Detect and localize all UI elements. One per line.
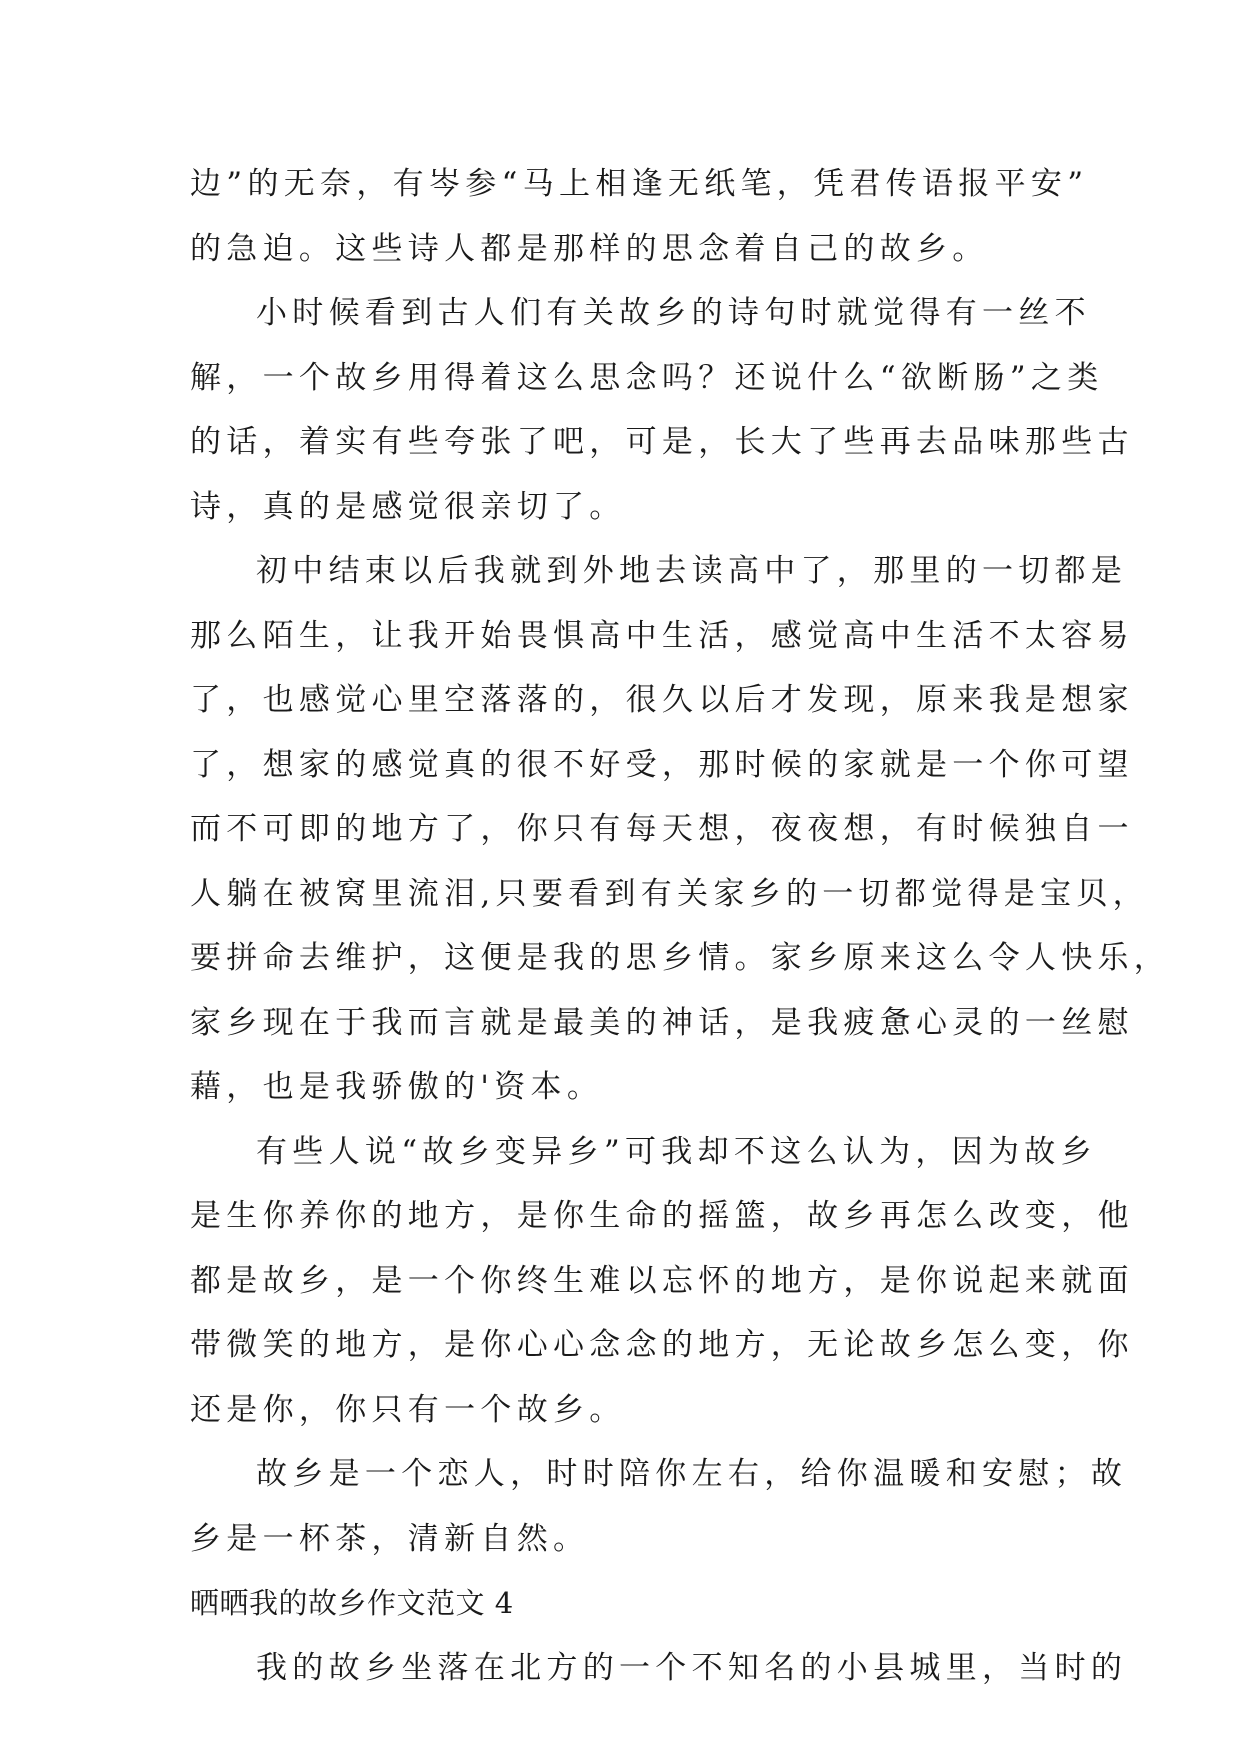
paragraph-first-line: 故乡是一个恋人，时时陪你左右，给你温暖和安慰；故 bbox=[256, 1456, 1128, 1492]
paragraph-first-line: 有些人说“故乡变异乡”可我却不这么认为，因为故乡 bbox=[256, 1133, 1097, 1170]
text-line: 了，想家的感觉真的很不好受，那时候的家就是一个你可望 bbox=[190, 746, 1134, 783]
text-line: 了，也感觉心里空落落的，很久以后才发现，原来我是想家 bbox=[190, 682, 1134, 718]
section-heading: 晒晒我的故乡作文范文 4 bbox=[190, 1586, 514, 1620]
text-line: 的急迫。这些诗人都是那样的思念着自己的故乡。 bbox=[190, 230, 989, 267]
text-line: 是生你养你的地方，是你生命的摇篮，故乡再怎么改变，他 bbox=[190, 1198, 1134, 1234]
text-line: 家乡现在于我而言就是最美的神话，是我疲惫心灵的一丝慰 bbox=[190, 1004, 1134, 1041]
text-line: 还是你，你只有一个故乡。 bbox=[190, 1391, 626, 1428]
text-line: 人躺在被窝里流泪,只要看到有关家乡的一切都觉得是宝贝， bbox=[190, 875, 1149, 912]
text-line: 藉，也是我骄傲的'资本。 bbox=[190, 1069, 604, 1105]
text-line: 都是故乡，是一个你终生难以忘怀的地方，是你说起来就面 bbox=[190, 1262, 1134, 1299]
paragraph-first-line: 初中结束以后我就到外地去读高中了，那里的一切都是 bbox=[256, 553, 1128, 589]
text-line: 边”的无奈，有岑参“马上相逢无纸笔，凭君传语报平安” bbox=[190, 166, 1089, 202]
text-line: 乡是一杯茶，清新自然。 bbox=[190, 1520, 590, 1557]
text-line: 那么陌生，让我开始畏惧高中生活，感觉高中生活不太容易 bbox=[190, 617, 1134, 654]
text-line: 的话，着实有些夸张了吧，可是，长大了些再去品味那些古 bbox=[190, 424, 1134, 460]
text-line: 解，一个故乡用得着这么思念吗？还说什么“欲断肠”之类 bbox=[190, 359, 1104, 396]
paragraph-first-line: 小时候看到古人们有关故乡的诗句时就觉得有一丝不 bbox=[256, 295, 1091, 331]
text-line: 而不可即的地方了，你只有每天想，夜夜想，有时候独自一 bbox=[190, 811, 1134, 847]
document-body bbox=[190, 152, 1171, 1700]
paragraph-first-line: 我的故乡坐落在北方的一个不知名的小县城里，当时的 bbox=[256, 1649, 1128, 1686]
text-line: 带微笑的地方，是你心心念念的地方，无论故乡怎么变，你 bbox=[190, 1327, 1134, 1363]
text-line: 诗，真的是感觉很亲切了。 bbox=[190, 488, 626, 525]
text-line: 要拼命去维护，这便是我的思乡情。家乡原来这么令人快乐， bbox=[190, 940, 1171, 976]
